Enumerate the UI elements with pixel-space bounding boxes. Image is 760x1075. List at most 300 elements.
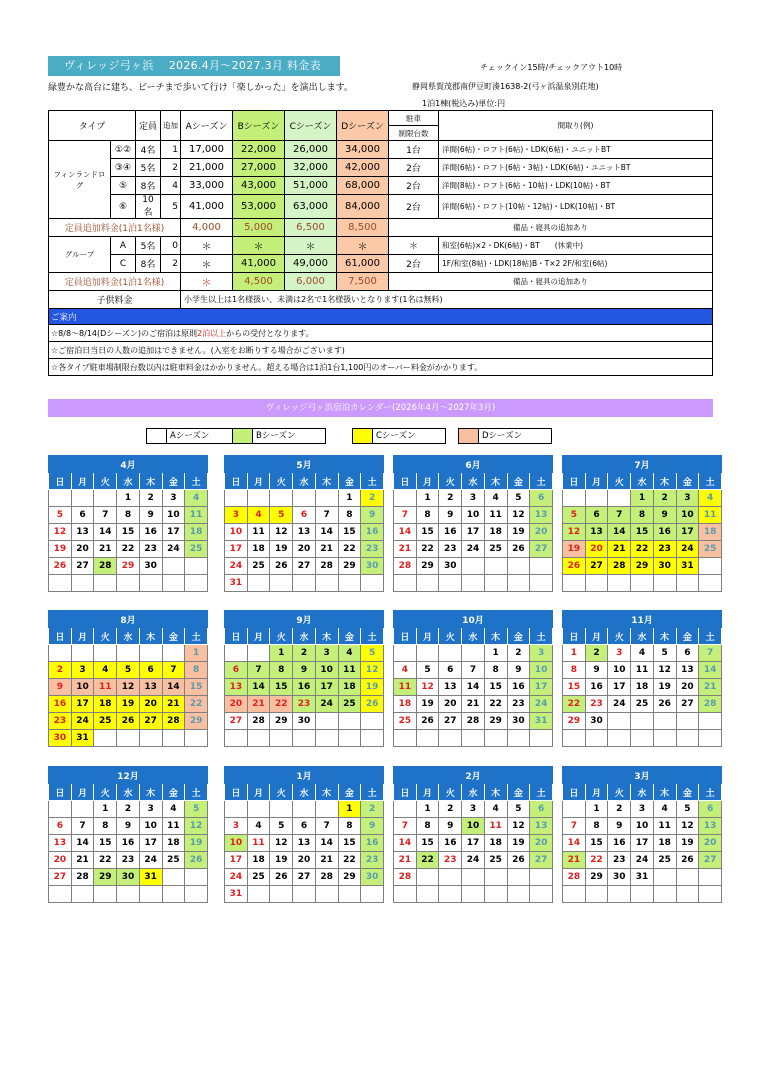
calendar-empty-cell (585, 575, 608, 592)
calendar-empty-cell (315, 886, 338, 903)
room-layout: 洋間(6帖)・ロフト(6帖・3帖)・LDK(6帖)・ユニットBT (439, 159, 713, 177)
extra-fee-b: 5,000 (233, 219, 285, 237)
calendar-empty-cell (270, 886, 293, 903)
calendar-day: 19 (270, 541, 293, 558)
calendar-day: 14 (394, 835, 417, 852)
calendar-empty-cell (484, 575, 507, 592)
calendar-day: 7 (394, 507, 417, 524)
header-type: タイプ (49, 111, 136, 141)
header-extra: 追加 (161, 111, 181, 141)
calendar-empty-cell (631, 886, 654, 903)
calendar-day: 22 (338, 541, 361, 558)
calendar-day: 30 (507, 713, 530, 730)
calendar-day: 6 (585, 507, 608, 524)
calendar-day: 14 (94, 524, 117, 541)
calendar-empty-cell (338, 886, 361, 903)
legend-label: Cシーズン (376, 431, 416, 441)
calendar-day: 14 (247, 679, 270, 696)
weekday-header: 月 (71, 628, 94, 645)
calendar-day: 25 (484, 541, 507, 558)
weekday-header: 土 (530, 473, 553, 490)
calendar-day: 24 (225, 558, 248, 575)
extra-count: 1 (161, 141, 181, 159)
calendar-day: 9 (117, 818, 140, 835)
calendar-day: 21 (462, 696, 485, 713)
calendar-day: 16 (361, 524, 384, 541)
weekday-header: 金 (507, 473, 530, 490)
calendar-day: 12 (117, 679, 140, 696)
calendar-day: 31 (139, 869, 162, 886)
calendar-empty-cell (507, 869, 530, 886)
weekday-header: 土 (361, 628, 384, 645)
month-calendar (562, 455, 722, 592)
calendar-day: 4 (394, 662, 417, 679)
calendar-empty-cell (462, 886, 485, 903)
header-d-season: Dシーズン (337, 111, 389, 141)
calendar-day: 23 (439, 541, 462, 558)
calendar-day: 12 (270, 524, 293, 541)
calendar-empty-cell (699, 558, 722, 575)
calendar-day: 23 (653, 541, 676, 558)
calendar-empty-cell (247, 490, 270, 507)
calendar-day: 24 (631, 852, 654, 869)
calendar-day: 16 (653, 524, 676, 541)
calendar-day: 31 (225, 575, 248, 592)
weekday-header: 木 (653, 784, 676, 801)
weekday-header: 日 (394, 628, 417, 645)
calendar-day: 4 (699, 490, 722, 507)
calendar-day: 18 (653, 835, 676, 852)
calendar-day: 10 (162, 507, 185, 524)
price-c: 51,000 (285, 177, 337, 195)
extra-fee-c: 6,000 (285, 273, 337, 291)
calendar-empty-cell (507, 575, 530, 592)
calendar-day: 8 (185, 662, 208, 679)
calendar-day: 11 (162, 818, 185, 835)
price-b: 53,000 (233, 195, 285, 219)
calendar-empty-cell (139, 886, 162, 903)
calendar-empty-cell (49, 645, 72, 662)
calendar-empty-cell (315, 801, 338, 818)
calendar-day: 6 (49, 818, 72, 835)
calendar-empty-cell (507, 558, 530, 575)
calendar-empty-cell (484, 558, 507, 575)
calendar-day: 26 (270, 869, 293, 886)
room-layout: 洋間(8帖)・ロフト(6帖・10帖)・LDK(10帖)・BT (439, 177, 713, 195)
calendar-day: 11 (94, 679, 117, 696)
calendar-day: 29 (185, 713, 208, 730)
weekday-header: 月 (416, 628, 439, 645)
extra-count: 4 (161, 177, 181, 195)
calendar-day: 13 (71, 524, 94, 541)
calendar-day: 15 (585, 835, 608, 852)
calendar-empty-cell (315, 490, 338, 507)
calendar-empty-cell (270, 730, 293, 747)
calendar-day: 10 (139, 818, 162, 835)
calendar-day: 29 (270, 713, 293, 730)
calendar-day: 12 (361, 662, 384, 679)
calendar-day: 17 (608, 679, 631, 696)
calendar-day: 28 (608, 558, 631, 575)
weekday-header: 金 (162, 784, 185, 801)
month-label: 12月 (49, 767, 208, 784)
weekday-header: 日 (49, 628, 72, 645)
calendar-day: 28 (315, 558, 338, 575)
calendar-day: 11 (394, 679, 417, 696)
weekday-header: 水 (293, 473, 316, 490)
calendar-day: 27 (293, 869, 316, 886)
calendar-empty-cell (462, 730, 485, 747)
calendar-day: 1 (585, 801, 608, 818)
calendar-empty-cell (394, 801, 417, 818)
calendar-day: 24 (71, 713, 94, 730)
calendar-day: 25 (338, 696, 361, 713)
price-d: 34,000 (337, 141, 389, 159)
weekday-header: 月 (247, 628, 270, 645)
calendar-empty-cell (530, 730, 553, 747)
calendar-day: 1 (270, 645, 293, 662)
calendar-empty-cell (676, 869, 699, 886)
page-title: ヴィレッジ弓ヶ浜 2026.4月～2027.3月 料金表 (48, 56, 340, 76)
calendar-day: 13 (139, 679, 162, 696)
calendar-day: 29 (338, 869, 361, 886)
calendar-day: 22 (585, 852, 608, 869)
extra-fee-d: 7,500 (337, 273, 389, 291)
calendar-day: 14 (699, 662, 722, 679)
calendar-day: 25 (247, 869, 270, 886)
calendar-day: 26 (563, 558, 586, 575)
weekday-header: 日 (49, 473, 72, 490)
weekday-header: 火 (608, 784, 631, 801)
calendar-day: 2 (49, 662, 72, 679)
weekday-header: 木 (484, 784, 507, 801)
price-table (48, 110, 713, 376)
calendar-day: 5 (49, 507, 72, 524)
calendar-empty-cell (315, 575, 338, 592)
calendar-day: 1 (338, 801, 361, 818)
weekday-header: 土 (361, 473, 384, 490)
calendar-day: 3 (631, 801, 654, 818)
calendar-day: 17 (71, 696, 94, 713)
calendar-empty-cell (117, 730, 140, 747)
calendar-empty-cell (416, 645, 439, 662)
weekday-header: 水 (631, 628, 654, 645)
calendar-day: 13 (293, 835, 316, 852)
calendar-day: 19 (563, 541, 586, 558)
legend-a-season (146, 428, 240, 444)
calendar-empty-cell (394, 490, 417, 507)
calendar-day: 17 (631, 835, 654, 852)
weekday-header: 月 (247, 473, 270, 490)
calendar-day: 27 (439, 713, 462, 730)
weekday-header: 金 (507, 628, 530, 645)
calendar-empty-cell (439, 645, 462, 662)
calendar-day: 30 (139, 558, 162, 575)
calendar-empty-cell (185, 575, 208, 592)
month-label: 3月 (563, 767, 722, 784)
calendar-day: 20 (699, 835, 722, 852)
calendar-empty-cell (94, 575, 117, 592)
table-row (49, 159, 713, 177)
calendar-day: 7 (315, 818, 338, 835)
calendar-day: 28 (94, 558, 117, 575)
calendar-day: 24 (315, 696, 338, 713)
weekday-header: 金 (162, 628, 185, 645)
calendar-empty-cell (439, 730, 462, 747)
calendar-empty-cell (162, 558, 185, 575)
calendar-day: 30 (49, 730, 72, 747)
weekday-header: 火 (270, 628, 293, 645)
calendar-day: 28 (394, 558, 417, 575)
calendar-day: 3 (676, 490, 699, 507)
calendar-day: 23 (293, 696, 316, 713)
calendar-day: 14 (608, 524, 631, 541)
parking-limit: 2台 (389, 159, 439, 177)
weekday-header: 木 (484, 473, 507, 490)
calendar-day: 26 (270, 558, 293, 575)
weekday-header: 水 (462, 628, 485, 645)
month-label: 4月 (49, 456, 208, 473)
weekday-header: 月 (416, 784, 439, 801)
price-c: 32,000 (285, 159, 337, 177)
calendar-empty-cell (462, 575, 485, 592)
month-label: 9月 (225, 611, 384, 628)
calendar-day: 26 (117, 713, 140, 730)
room-layout: 洋間(6帖)・ロフト(6帖)・LDK(6帖)・ユニットBT (439, 141, 713, 159)
calendar-day: 21 (71, 852, 94, 869)
info-note-2: ☆ご宿泊日当日の人数の追加はできません。(入室をお断りする場合がございます) (49, 342, 713, 359)
calendar-day: 26 (653, 696, 676, 713)
calendar-day: 7 (315, 507, 338, 524)
calendar-day: 8 (117, 507, 140, 524)
calendar-day: 26 (185, 852, 208, 869)
calendar-day: 16 (507, 679, 530, 696)
calendar-day: 22 (631, 541, 654, 558)
calendar-day: 23 (507, 696, 530, 713)
calendar-empty-cell (185, 869, 208, 886)
calendar-day: 6 (71, 507, 94, 524)
calendar-day: 7 (563, 818, 586, 835)
calendar-empty-cell (563, 886, 586, 903)
group-label: グループ (49, 237, 111, 273)
calendar-day: 16 (293, 679, 316, 696)
calendar-day: 13 (49, 835, 72, 852)
calendar-day: 7 (94, 507, 117, 524)
header-a-season: Aシーズン (181, 111, 233, 141)
calendar-day: 22 (94, 852, 117, 869)
calendar-day: 16 (361, 835, 384, 852)
calendar-day: 2 (117, 801, 140, 818)
calendar-day: 11 (631, 662, 654, 679)
calendar-day: 21 (315, 852, 338, 869)
calendar-day: 14 (315, 524, 338, 541)
calendar-empty-cell (162, 730, 185, 747)
calendar-empty-cell (139, 730, 162, 747)
calendar-day: 10 (462, 818, 485, 835)
price-b: 43,000 (233, 177, 285, 195)
unit-number: ⑤ (111, 177, 136, 195)
unit-number: ①② (111, 141, 136, 159)
calendar-empty-cell (162, 869, 185, 886)
month-calendar (48, 766, 208, 903)
calendar-empty-cell (462, 558, 485, 575)
calendar-day: 29 (338, 558, 361, 575)
month-label: 7月 (563, 456, 722, 473)
price-a: 33,000 (181, 177, 233, 195)
weekday-header: 金 (338, 628, 361, 645)
calendar-day: 4 (162, 801, 185, 818)
calendar-day: 25 (631, 696, 654, 713)
calendar-day: 1 (484, 645, 507, 662)
parking-limit: 2台 (389, 255, 439, 273)
weekday-header: 水 (117, 784, 140, 801)
calendar-empty-cell (117, 645, 140, 662)
header-layout: 間取り(例) (439, 111, 713, 141)
price-d: 42,000 (337, 159, 389, 177)
calendar-day: 18 (484, 835, 507, 852)
weekday-header: 土 (185, 473, 208, 490)
calendar-empty-cell (225, 490, 248, 507)
calendar-day: 27 (676, 696, 699, 713)
price-b: 41,000 (233, 255, 285, 273)
calendar-day: 12 (507, 507, 530, 524)
calendar-day: 9 (439, 507, 462, 524)
calendar-day: 4 (247, 818, 270, 835)
weekday-header: 金 (507, 784, 530, 801)
capacity: 4名 (136, 141, 161, 159)
price-d: ＊ (337, 237, 389, 255)
calendar-day: 11 (338, 662, 361, 679)
calendar-day: 9 (49, 679, 72, 696)
price-c: ＊ (285, 237, 337, 255)
calendar-title: ヴィレッジ弓ヶ浜宿泊カレンダー(2026年4月～2027年3月) (48, 399, 713, 417)
calendar-day: 5 (653, 645, 676, 662)
weekday-header: 日 (394, 784, 417, 801)
calendar-day: 8 (338, 818, 361, 835)
calendar-empty-cell (225, 645, 248, 662)
calendar-day: 3 (139, 801, 162, 818)
calendar-day: 22 (117, 541, 140, 558)
price-d: 84,000 (337, 195, 389, 219)
calendar-day: 8 (338, 507, 361, 524)
calendar-empty-cell (361, 575, 384, 592)
capacity: 5名 (136, 237, 161, 255)
calendar-day: 15 (338, 524, 361, 541)
calendar-day: 11 (247, 835, 270, 852)
calendar-empty-cell (139, 575, 162, 592)
price-b: 22,000 (233, 141, 285, 159)
calendar-day: 3 (530, 645, 553, 662)
calendar-day: 5 (270, 507, 293, 524)
weekday-header: 月 (585, 784, 608, 801)
price-unit-note: 1泊1棟(税込み)単位:円 (422, 99, 506, 108)
extra-count: 0 (161, 237, 181, 255)
weekday-header: 月 (247, 784, 270, 801)
calendar-day: 2 (585, 645, 608, 662)
calendar-empty-cell (462, 869, 485, 886)
weekday-header: 水 (117, 473, 140, 490)
calendar-empty-cell (699, 575, 722, 592)
price-b: ＊ (233, 237, 285, 255)
calendar-empty-cell (361, 713, 384, 730)
calendar-day: 22 (185, 696, 208, 713)
calendar-day: 1 (185, 645, 208, 662)
calendar-day: 29 (484, 713, 507, 730)
price-c: 63,000 (285, 195, 337, 219)
price-a: ＊ (181, 237, 233, 255)
note-text: からの受付となります。 (226, 328, 314, 338)
month-label: 10月 (394, 611, 553, 628)
extra-fee-d: 8,500 (337, 219, 389, 237)
weekday-header: 火 (270, 784, 293, 801)
calendar-day: 19 (49, 541, 72, 558)
weekday-header: 月 (585, 628, 608, 645)
calendar-day: 26 (507, 541, 530, 558)
calendar-day: 22 (416, 852, 439, 869)
calendar-day: 9 (507, 662, 530, 679)
calendar-day: 19 (185, 835, 208, 852)
weekday-header: 火 (439, 473, 462, 490)
calendar-empty-cell (139, 645, 162, 662)
calendar-empty-cell (530, 558, 553, 575)
calendar-day: 29 (631, 558, 654, 575)
price-a: ＊ (181, 255, 233, 273)
calendar-day: 14 (462, 679, 485, 696)
calendar-day: 8 (563, 662, 586, 679)
calendar-day: 2 (361, 490, 384, 507)
calendar-day: 20 (225, 696, 248, 713)
calendar-empty-cell (530, 869, 553, 886)
weekday-header: 土 (361, 784, 384, 801)
calendar-day: 5 (563, 507, 586, 524)
weekday-header: 日 (394, 473, 417, 490)
calendar-empty-cell (247, 645, 270, 662)
calendar-day: 18 (484, 524, 507, 541)
weekday-header: 金 (676, 628, 699, 645)
calendar-day: 30 (293, 713, 316, 730)
calendar-day: 13 (439, 679, 462, 696)
calendar-day: 2 (507, 645, 530, 662)
calendar-day: 4 (653, 801, 676, 818)
calendar-day: 2 (139, 490, 162, 507)
weekday-header: 木 (315, 628, 338, 645)
calendar-day: 27 (71, 558, 94, 575)
calendar-empty-cell (563, 490, 586, 507)
calendar-day: 4 (185, 490, 208, 507)
legend-label: Dシーズン (482, 431, 523, 441)
calendar-empty-cell (247, 730, 270, 747)
calendar-day: 29 (585, 869, 608, 886)
calendar-day: 14 (394, 524, 417, 541)
calendar-day: 7 (699, 645, 722, 662)
calendar-empty-cell (530, 886, 553, 903)
calendar-day: 25 (699, 541, 722, 558)
calendar-day: 22 (484, 696, 507, 713)
room-layout: 1F/和室(8帖)・LDK(18帖)B・T×2 2F/和室(6帖) (439, 255, 713, 273)
table-row (49, 237, 713, 255)
calendar-day: 21 (394, 852, 417, 869)
calendar-day: 27 (530, 852, 553, 869)
calendar-empty-cell (361, 886, 384, 903)
calendar-day: 16 (117, 835, 140, 852)
calendar-day: 17 (315, 679, 338, 696)
calendar-empty-cell (185, 558, 208, 575)
calendar-day: 11 (247, 524, 270, 541)
calendar-day: 27 (49, 869, 72, 886)
calendar-empty-cell (225, 801, 248, 818)
weekday-header: 日 (49, 784, 72, 801)
calendar-day: 30 (653, 558, 676, 575)
